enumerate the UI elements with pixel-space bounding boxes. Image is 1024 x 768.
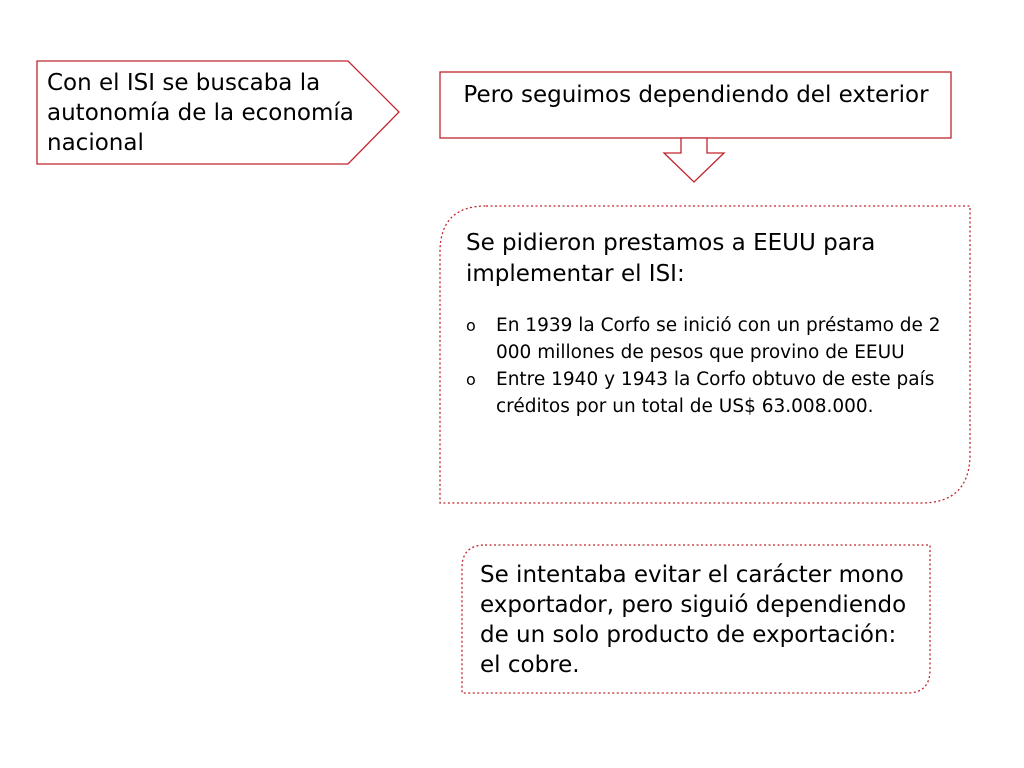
hollow-circle-bullet-icon: o	[466, 316, 476, 335]
dependency-text: Pero seguimos dependiendo del exterior	[463, 82, 929, 108]
loans-bullet-list	[466, 312, 946, 420]
down-arrow-icon	[664, 138, 724, 182]
copper-dependency-text: Se intentaba evitar el carácter mono exportador, pero siguió dependiendo de un solo producto de exportación: el cobre.	[480, 562, 907, 678]
list-item	[466, 312, 946, 366]
bullet-text: Entre 1940 y 1943 la Corfo obtuvo de este país créditos por un total de US$ 63.008.000.	[496, 369, 935, 417]
hollow-circle-bullet-icon: o	[466, 370, 476, 389]
isi-autonomy-text: Con el ISI se buscaba la autonomía de la economía nacional	[47, 70, 354, 156]
loans-intro-text: Se pidieron prestamos a EEUU para implementar el ISI:	[466, 230, 876, 287]
list-item	[466, 366, 946, 420]
bullet-text: En 1939 la Corfo se inició con un préstamo de 2 000 millones de pesos que provino de EEUU	[496, 315, 941, 363]
loans-content	[466, 228, 946, 420]
